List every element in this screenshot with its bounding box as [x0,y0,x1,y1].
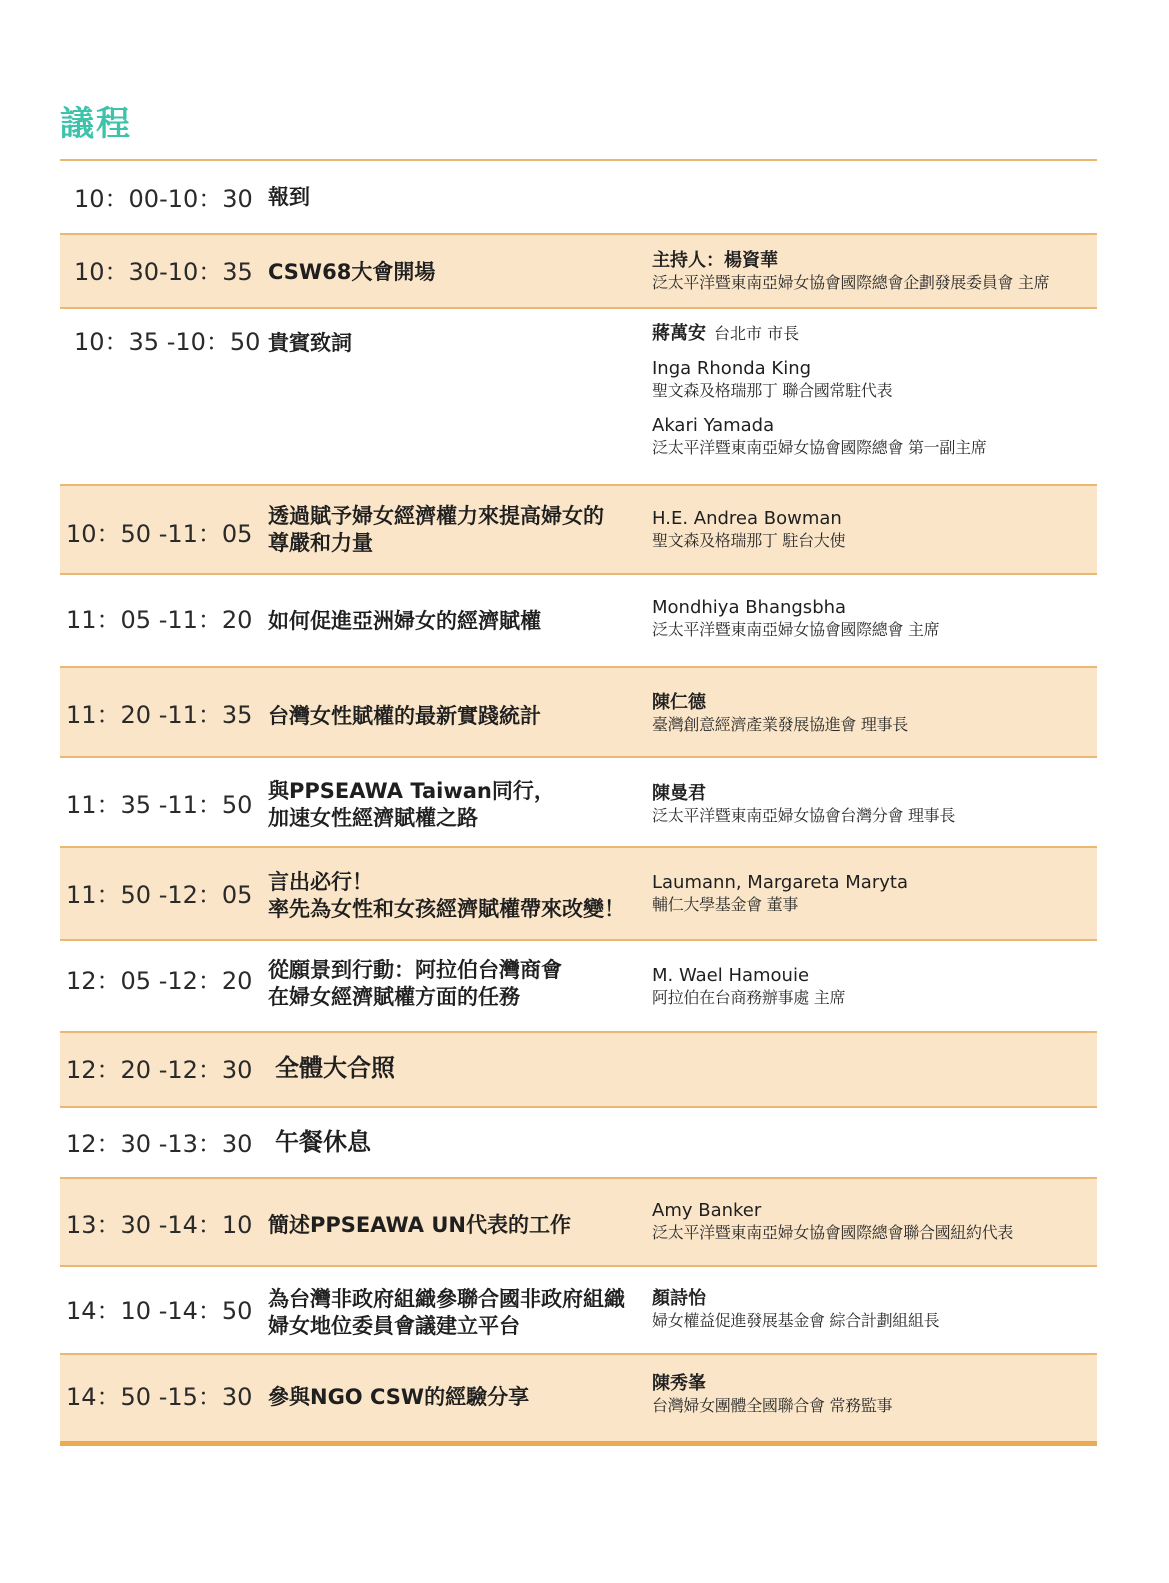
speaker [652,414,1092,459]
speaker-list [652,964,1092,1009]
speaker-list [652,691,1092,736]
agenda-row [60,1108,1097,1179]
time-slot: 11：20 -11：35 [66,701,253,729]
time-slot: 10：50 -11：05 [66,520,253,548]
session-topic: 午餐休息 [275,1128,371,1156]
speaker [652,1287,1092,1332]
speaker-org: 聖文森及格瑞那丁 駐台大使 [652,531,846,550]
speaker-org: 輔仁大學基金會 董事 [652,895,799,914]
speaker [652,691,1092,736]
session-topic: 參與NGO CSW的經驗分享 [268,1385,530,1409]
time-slot: 12：20 -12：30 [66,1056,253,1084]
speaker-org: 臺灣創意經濟產業發展協進會 理事長 [652,715,908,734]
time-slot: 12：05 -12：20 [66,967,253,995]
session-topic: 報到 [268,185,310,209]
time-slot: 13：30 -14：10 [66,1211,253,1239]
agenda-row [60,161,1097,235]
speaker-name: Inga Rhonda King [652,358,812,379]
time-slot: 11：35 -11：50 [66,791,253,819]
session-topic: 台灣女性賦權的最新實踐統計 [268,704,541,728]
agenda-row [60,235,1097,309]
speaker [652,322,1092,345]
time-slot: 11：50 -12：05 [66,881,253,909]
speaker-org: 台灣婦女團體全國聯合會 常務監事 [652,1396,893,1415]
time-slot: 10：30-10：35 [74,258,253,286]
speaker-list [652,1372,1092,1417]
speaker-name: Laumann, Margareta Maryta [652,872,908,893]
speaker-list [652,322,1092,459]
speaker-list [652,871,1092,916]
speaker-list [652,782,1092,827]
speaker [652,1372,1092,1417]
session-topic: 簡述PPSEAWA UN代表的工作 [268,1213,571,1237]
time-slot: 12：30 -13：30 [66,1130,253,1158]
speaker-org: 阿拉伯在台商務辦事處 主席 [652,988,846,1007]
agenda-row [60,486,1097,575]
speaker [652,782,1092,827]
agenda-row [60,575,1097,668]
speaker [652,596,1092,641]
session-topic: CSW68大會開場 [268,260,436,284]
speaker-list [652,596,1092,641]
speaker [652,964,1092,1009]
speaker-name: 陳曼君 [652,783,706,804]
speaker-name: M. Wael Hamouie [652,965,810,986]
session-topic: 言出必行！ 率先為女性和女孩經濟賦權帶來改變！ [268,870,625,921]
speaker-org: 聖文森及格瑞那丁 聯合國常駐代表 [652,381,893,400]
speaker-org: 泛太平洋暨東南亞婦女協會國際總會企劃發展委員會 主席 [652,273,1050,292]
time-slot: 10：35 -10：50 [74,328,261,356]
speaker [652,357,1092,402]
agenda-row [60,1355,1097,1446]
speaker-name: 蔣萬安 台北市 市長 [652,323,800,344]
speaker-list [652,1287,1092,1332]
speaker-name: 顏詩怡 [652,1288,706,1309]
speaker-name: Akari Yamada [652,415,775,436]
agenda-row [60,1179,1097,1267]
speaker-org: 泛太平洋暨東南亞婦女協會國際總會 主席 [652,620,940,639]
agenda-row [60,309,1097,486]
time-slot: 11：05 -11：20 [66,606,253,634]
speaker-org: 泛太平洋暨東南亞婦女協會國際總會 第一副主席 [652,438,987,457]
agenda-row [60,848,1097,941]
speaker-org: 泛太平洋暨東南亞婦女協會國際總會聯合國紐約代表 [652,1223,1014,1242]
speaker-list [652,507,1092,552]
speaker [652,507,1092,552]
speaker-name: H.E. Andrea Bowman [652,508,842,529]
time-slot: 10：00-10：30 [74,185,253,213]
speaker-list [652,1199,1092,1244]
session-topic: 如何促進亞洲婦女的經濟賦權 [268,609,541,633]
agenda-row [60,1033,1097,1108]
speaker-name: 陳仁德 [652,692,706,713]
time-slot: 14：10 -14：50 [66,1297,253,1325]
session-topic: 與PPSEAWA Taiwan同行， 加速女性經濟賦權之路 [268,779,555,830]
session-topic: 為台灣非政府組織參聯合國非政府組織 婦女地位委員會議建立平台 [268,1287,625,1338]
agenda-row [60,668,1097,758]
speaker-name: Amy Banker [652,1200,762,1221]
agenda-table [60,159,1097,1446]
session-topic: 從願景到行動：阿拉伯台灣商會 在婦女經濟賦權方面的任務 [268,958,562,1009]
agenda-row [60,1267,1097,1355]
speaker-org: 泛太平洋暨東南亞婦女協會台灣分會 理事長 [652,806,956,825]
agenda-row [60,758,1097,848]
speaker [652,871,1092,916]
speaker-org: 台北市 市長 [714,324,800,343]
session-topic: 透過賦予婦女經濟權力來提高婦女的 尊嚴和力量 [268,504,604,555]
speaker [652,249,1092,294]
speaker-name: 主持人：楊資華 [652,250,778,271]
speaker-name: 陳秀峯 [652,1373,706,1394]
speaker [652,1199,1092,1244]
time-slot: 14：50 -15：30 [66,1383,253,1411]
speaker-org: 婦女權益促進發展基金會 綜合計劃組組長 [652,1311,940,1330]
session-topic: 貴賓致詞 [268,331,352,355]
speaker-name: Mondhiya Bhangsbha [652,597,847,618]
agenda-row [60,941,1097,1033]
session-topic: 全體大合照 [275,1054,395,1082]
page-title: 議程 [60,104,132,144]
speaker-list [652,249,1092,294]
